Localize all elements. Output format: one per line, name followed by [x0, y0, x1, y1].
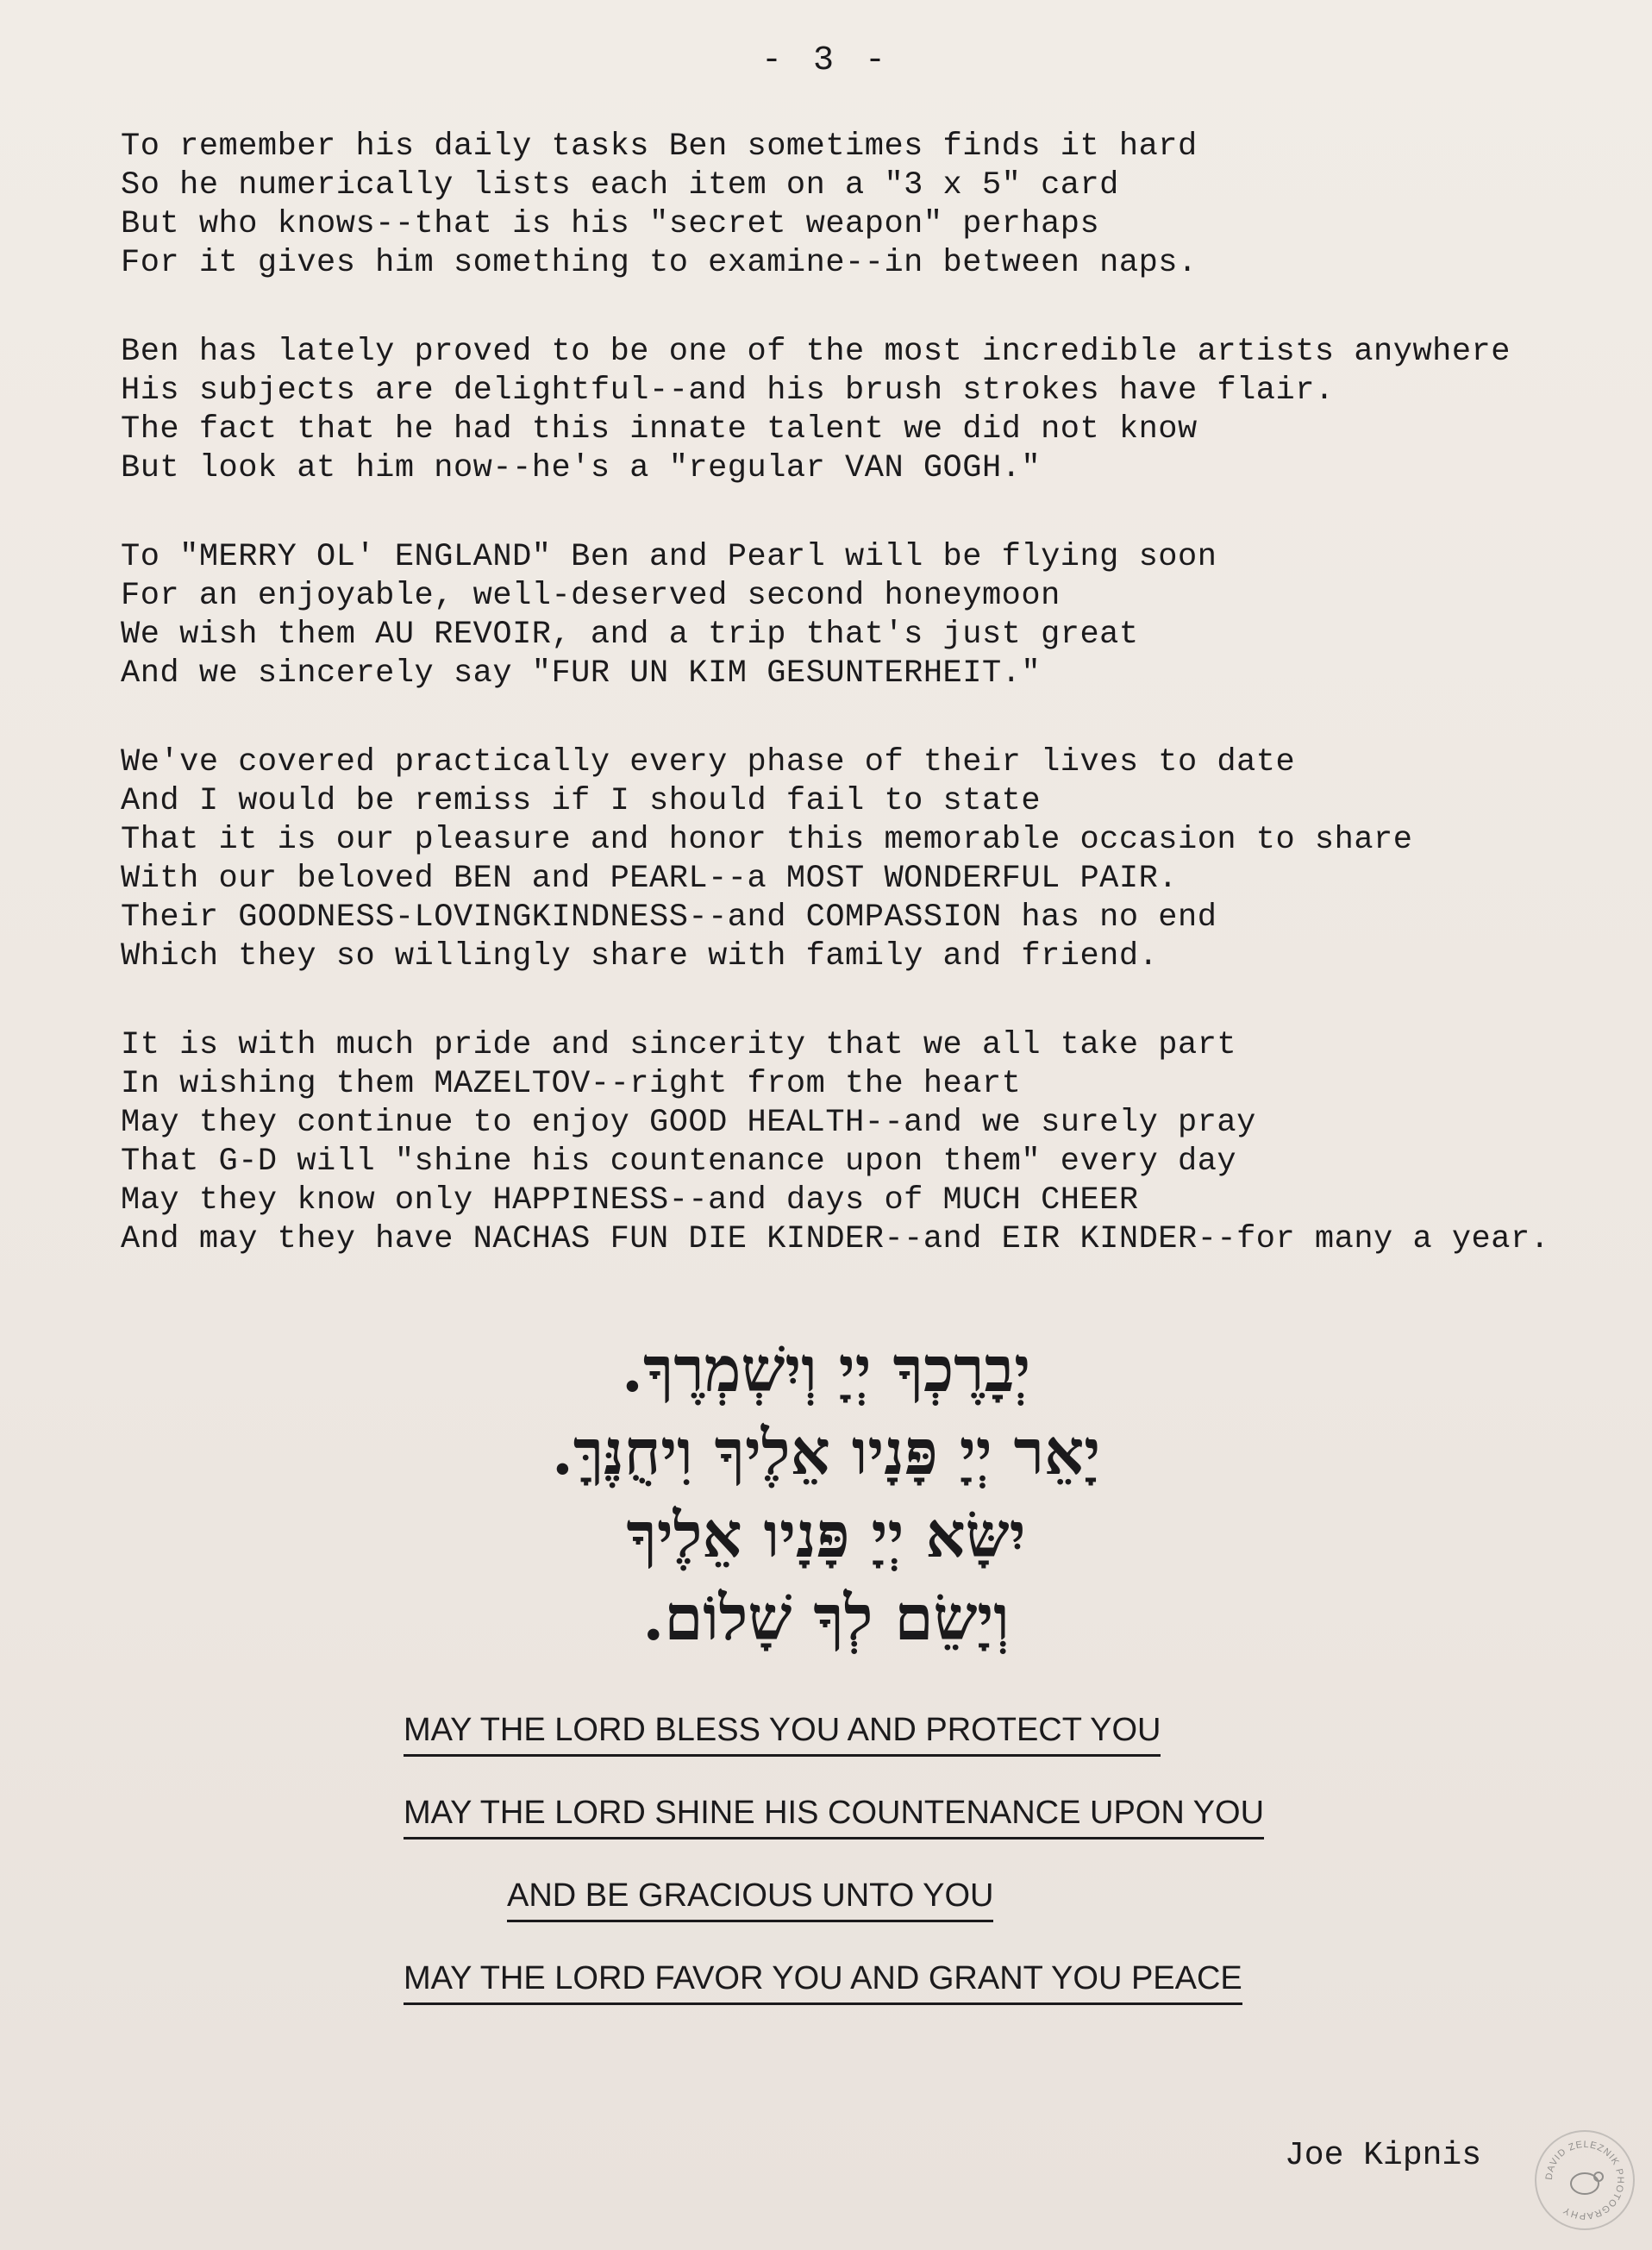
- poem-line: We've covered practically every phase of their lives to date: [121, 744, 1296, 780]
- svg-text:DAVID ZELEZNIK PHOTOGRAPHY: [1544, 2140, 1625, 2221]
- hebrew-blessing-line: יְבָרֶכְךָ יְיָ וְיִשְׁמְרֶךָ.: [621, 1332, 1031, 1406]
- poem-line: The fact that he had this innate talent we did not know: [121, 411, 1198, 448]
- page-number: - 3 -: [760, 41, 892, 80]
- stanza-4: [121, 743, 1621, 976]
- poem-line: And may they have NACHAS FUN DIE KINDER--and EIR KINDER--for many a year.: [121, 1221, 1550, 1257]
- poem: [121, 128, 1621, 1309]
- poem-line: May they know only HAPPINESS--and days of MUCH CHEER: [121, 1182, 1139, 1219]
- poem-line: His subjects are delightful--and his brush strokes have flair.: [121, 373, 1335, 409]
- english-blessing-line: MAY THE LORD SHINE HIS COUNTENANCE UPON YOU: [404, 1795, 1264, 1839]
- poem-line: That it is our pleasure and honor this memorable occasion to share: [121, 822, 1413, 858]
- poem-line: Their GOODNESS-LOVINGKINDNESS--and COMPASSION has no end: [121, 899, 1217, 936]
- english-blessing-line: MAY THE LORD FAVOR YOU AND GRANT YOU PEACE: [404, 1960, 1242, 2005]
- stanza-2: [121, 333, 1621, 488]
- poem-line: We wish them AU REVOIR, and a trip that's just great: [121, 617, 1139, 653]
- english-blessing-line: MAY THE LORD BLESS YOU AND PROTECT YOU: [404, 1712, 1161, 1757]
- poem-line: But look at him now--he's a "regular VAN GOGH.": [121, 450, 1042, 486]
- stanza-5: [121, 1026, 1621, 1259]
- poem-line: In wishing them MAZELTOV--right from the heart: [121, 1066, 1022, 1102]
- stanza-3: [121, 538, 1621, 693]
- english-blessing-line: AND BE GRACIOUS UNTO YOU: [507, 1877, 993, 1922]
- poem-line: And we sincerely say "FUR UN KIM GESUNTERHEIT.": [121, 655, 1042, 692]
- poem-line: To remember his daily tasks Ben sometimes finds it hard: [121, 128, 1198, 165]
- stanza-1: [121, 128, 1621, 283]
- hebrew-blessing-line: יָאֵר יְיָ פָּנָיו אֵלֶיךָ וִיחֻנֶּךָּ.: [551, 1415, 1101, 1489]
- watermark-text: DAVID ZELEZNIK PHOTOGRAPHY: [1543, 2139, 1626, 2222]
- poem-line: And I would be remiss if I should fail to state: [121, 783, 1042, 819]
- watermark-logo-icon: [1536, 2132, 1633, 2228]
- poem-line: For it gives him something to examine--in between naps.: [121, 245, 1198, 281]
- poem-line: Ben has lately proved to be one of the most incredible artists anywhere: [121, 334, 1511, 370]
- poem-line: May they continue to enjoy GOOD HEALTH--and we surely pray: [121, 1105, 1256, 1141]
- hebrew-priestly-blessing: [0, 1328, 1652, 1659]
- poem-line: So he numerically lists each item on a "3 x 5" card: [121, 167, 1119, 204]
- signature: Joe Kipnis: [1285, 2137, 1482, 2174]
- hebrew-blessing-line: וְיָשֵׂם לְךָ שָׁלוֹם.: [642, 1581, 1010, 1654]
- poem-line: For an enjoyable, well-deserved second honeymoon: [121, 578, 1061, 614]
- poem-line: But who knows--that is his "secret weapon" perhaps: [121, 206, 1100, 242]
- poem-line: It is with much pride and sincerity that we all take part: [121, 1027, 1237, 1063]
- poem-line: To "MERRY OL' ENGLAND" Ben and Pearl will be flying soon: [121, 539, 1217, 575]
- poem-line: That G-D will "shine his countenance upon them" every day: [121, 1144, 1237, 1180]
- poem-line: Which they so willingly share with family and friend.: [121, 938, 1159, 975]
- poem-line: With our beloved BEN and PEARL--a MOST WONDERFUL PAIR.: [121, 861, 1178, 897]
- hebrew-blessing-line: יִשָּׂא יְיָ פָּנָיו אֵלֶיךָ: [626, 1498, 1026, 1571]
- photographer-watermark: [1535, 2130, 1635, 2230]
